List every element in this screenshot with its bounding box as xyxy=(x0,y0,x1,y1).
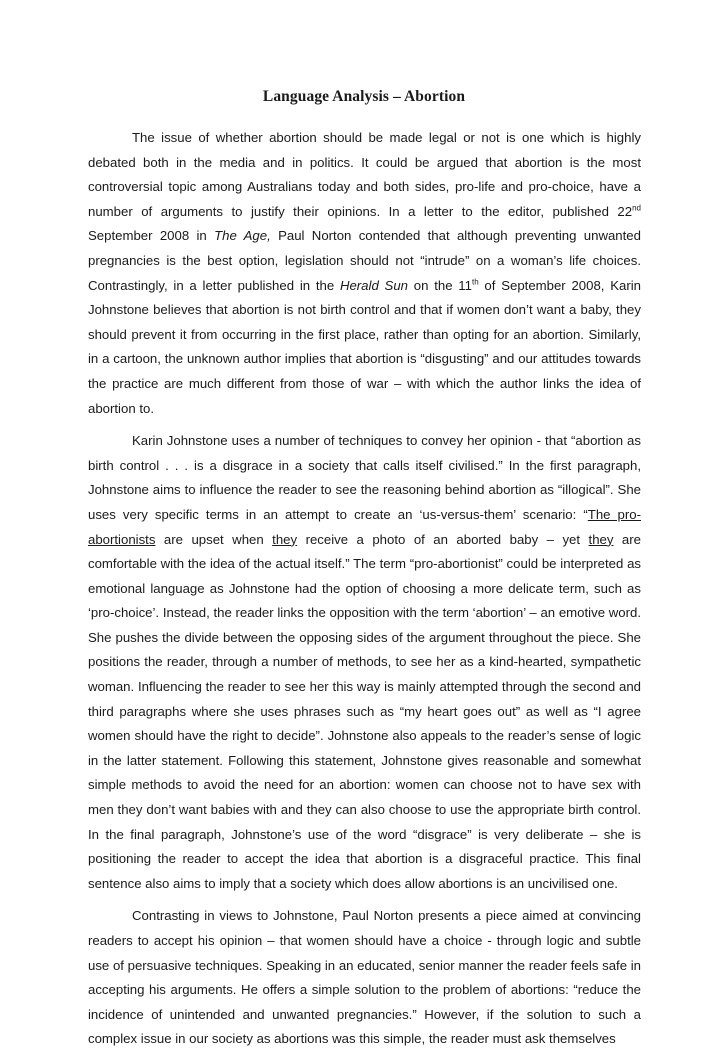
p1-text-1: The issue of whether abortion should be made legal or not is one which is highly debated both in the media and in politics. It could be argued that abortion is the most controversial topic among Australians today and both sides, pro-life and pro-choice, have a number of arguments to justify their opinions. In a letter to the editor, published 22 xyxy=(88,130,641,219)
paragraph-1 xyxy=(88,126,641,421)
p1-text-5: of September 2008, Karin Johnstone believes that abortion is not birth control and that if women don’t want a baby, they should prevent it from occurring in the first place, rather than opting for an abortion. Similarly, in a cartoon, the unknown author implies that abortion is “disgusting” and our attitudes towards the practice are much different from those of war – with which the author links the idea of abortion to. xyxy=(88,277,642,416)
document-title: Language Analysis – Abortion xyxy=(262,88,466,105)
p1-italic-herald-sun: Herald Sun xyxy=(339,277,409,293)
p1-text-2: September 2008 in xyxy=(88,228,215,244)
p1-italic-the-age: The Age, xyxy=(214,228,271,244)
p2-text-3: receive a photo of an aborted baby – yet xyxy=(297,531,589,547)
p1-text-4: on the 11 xyxy=(408,277,472,293)
p3-text-1: Contrasting in views to Johnstone, Paul Norton presents a piece aimed at convincing readers to accept his opinion – that women should have a choice - through logic and subtle use of persuasive techniques. Speaking in an educated, senior manner the reader feels safe in accepting his arguments. He offers a simple solution to the problem of abortions: “reduce the incidence of unintended and unwanted pregnancies.” However, if the solution to such a complex issue in our society as abortions was this simple, the reader must ask themselves xyxy=(88,908,641,1047)
p2-text-1: Karin Johnstone uses a number of techniques to convey her opinion - that “abortion as birth control . . . is a disgrace in a society that calls itself civilised.” In the first paragraph, Johnstone aims to influence the reader to see the reasoning behind abortion as “illogical”. She uses very specific terms in an attempt to create an ‘us-versus-them’ scenario: “ xyxy=(88,433,641,522)
p2-text-4: are comfortable with the idea of the actual itself.” The term “pro-abortionist” could be interpreted as emotional language as Johnstone had the option of choosing a more delicate term, such as ‘pro-choice’. Instead, the reader links the opposition with the term ‘abortion’ – an emotive word. She pushes the divide between the opposing sides of the argument throughout the piece. She positions the reader, through a number of methods, to see her as a kind-hearted, sympathetic woman. Influencing the reader to see her this way is mainly attempted through the second and third paragraphs where she uses phrases such as “my heart goes out” as well as “I agree women should have the right to decide”. Johnstone also appeals to the reader’s sense of logic in the latter statement. Following this statement, Johnstone gives reasonable and somewhat simple methods to avoid the need for an abortion: women can choose not to have sex with men they don’t want babies with and they can also choose to use the appropriate birth control. In the final paragraph, Johnstone’s use of the word “disgrace” is very deliberate – she is positioning the reader to accept the idea that abortion is a disgraceful practice. This final sentence also aims to imply that a society which does allow abortions is an uncivilised one. xyxy=(88,531,641,891)
p1-sup-1: nd xyxy=(632,203,641,213)
p2-underline-1: The pro-abortionists xyxy=(88,506,641,547)
p2-text-2: are upset when xyxy=(155,531,273,547)
p1-sup-2: th xyxy=(472,277,479,287)
p2-underline-3: they xyxy=(588,531,614,547)
document-body xyxy=(88,126,641,1060)
p1-text-3: Paul Norton contended that although preventing unwanted pregnancies is the best option, legislation should not “intrude” on a woman’s life choices. Contrastingly, in a letter published in the xyxy=(88,228,641,293)
p2-underline-2: they xyxy=(272,531,298,547)
paragraph-2 xyxy=(88,429,641,896)
